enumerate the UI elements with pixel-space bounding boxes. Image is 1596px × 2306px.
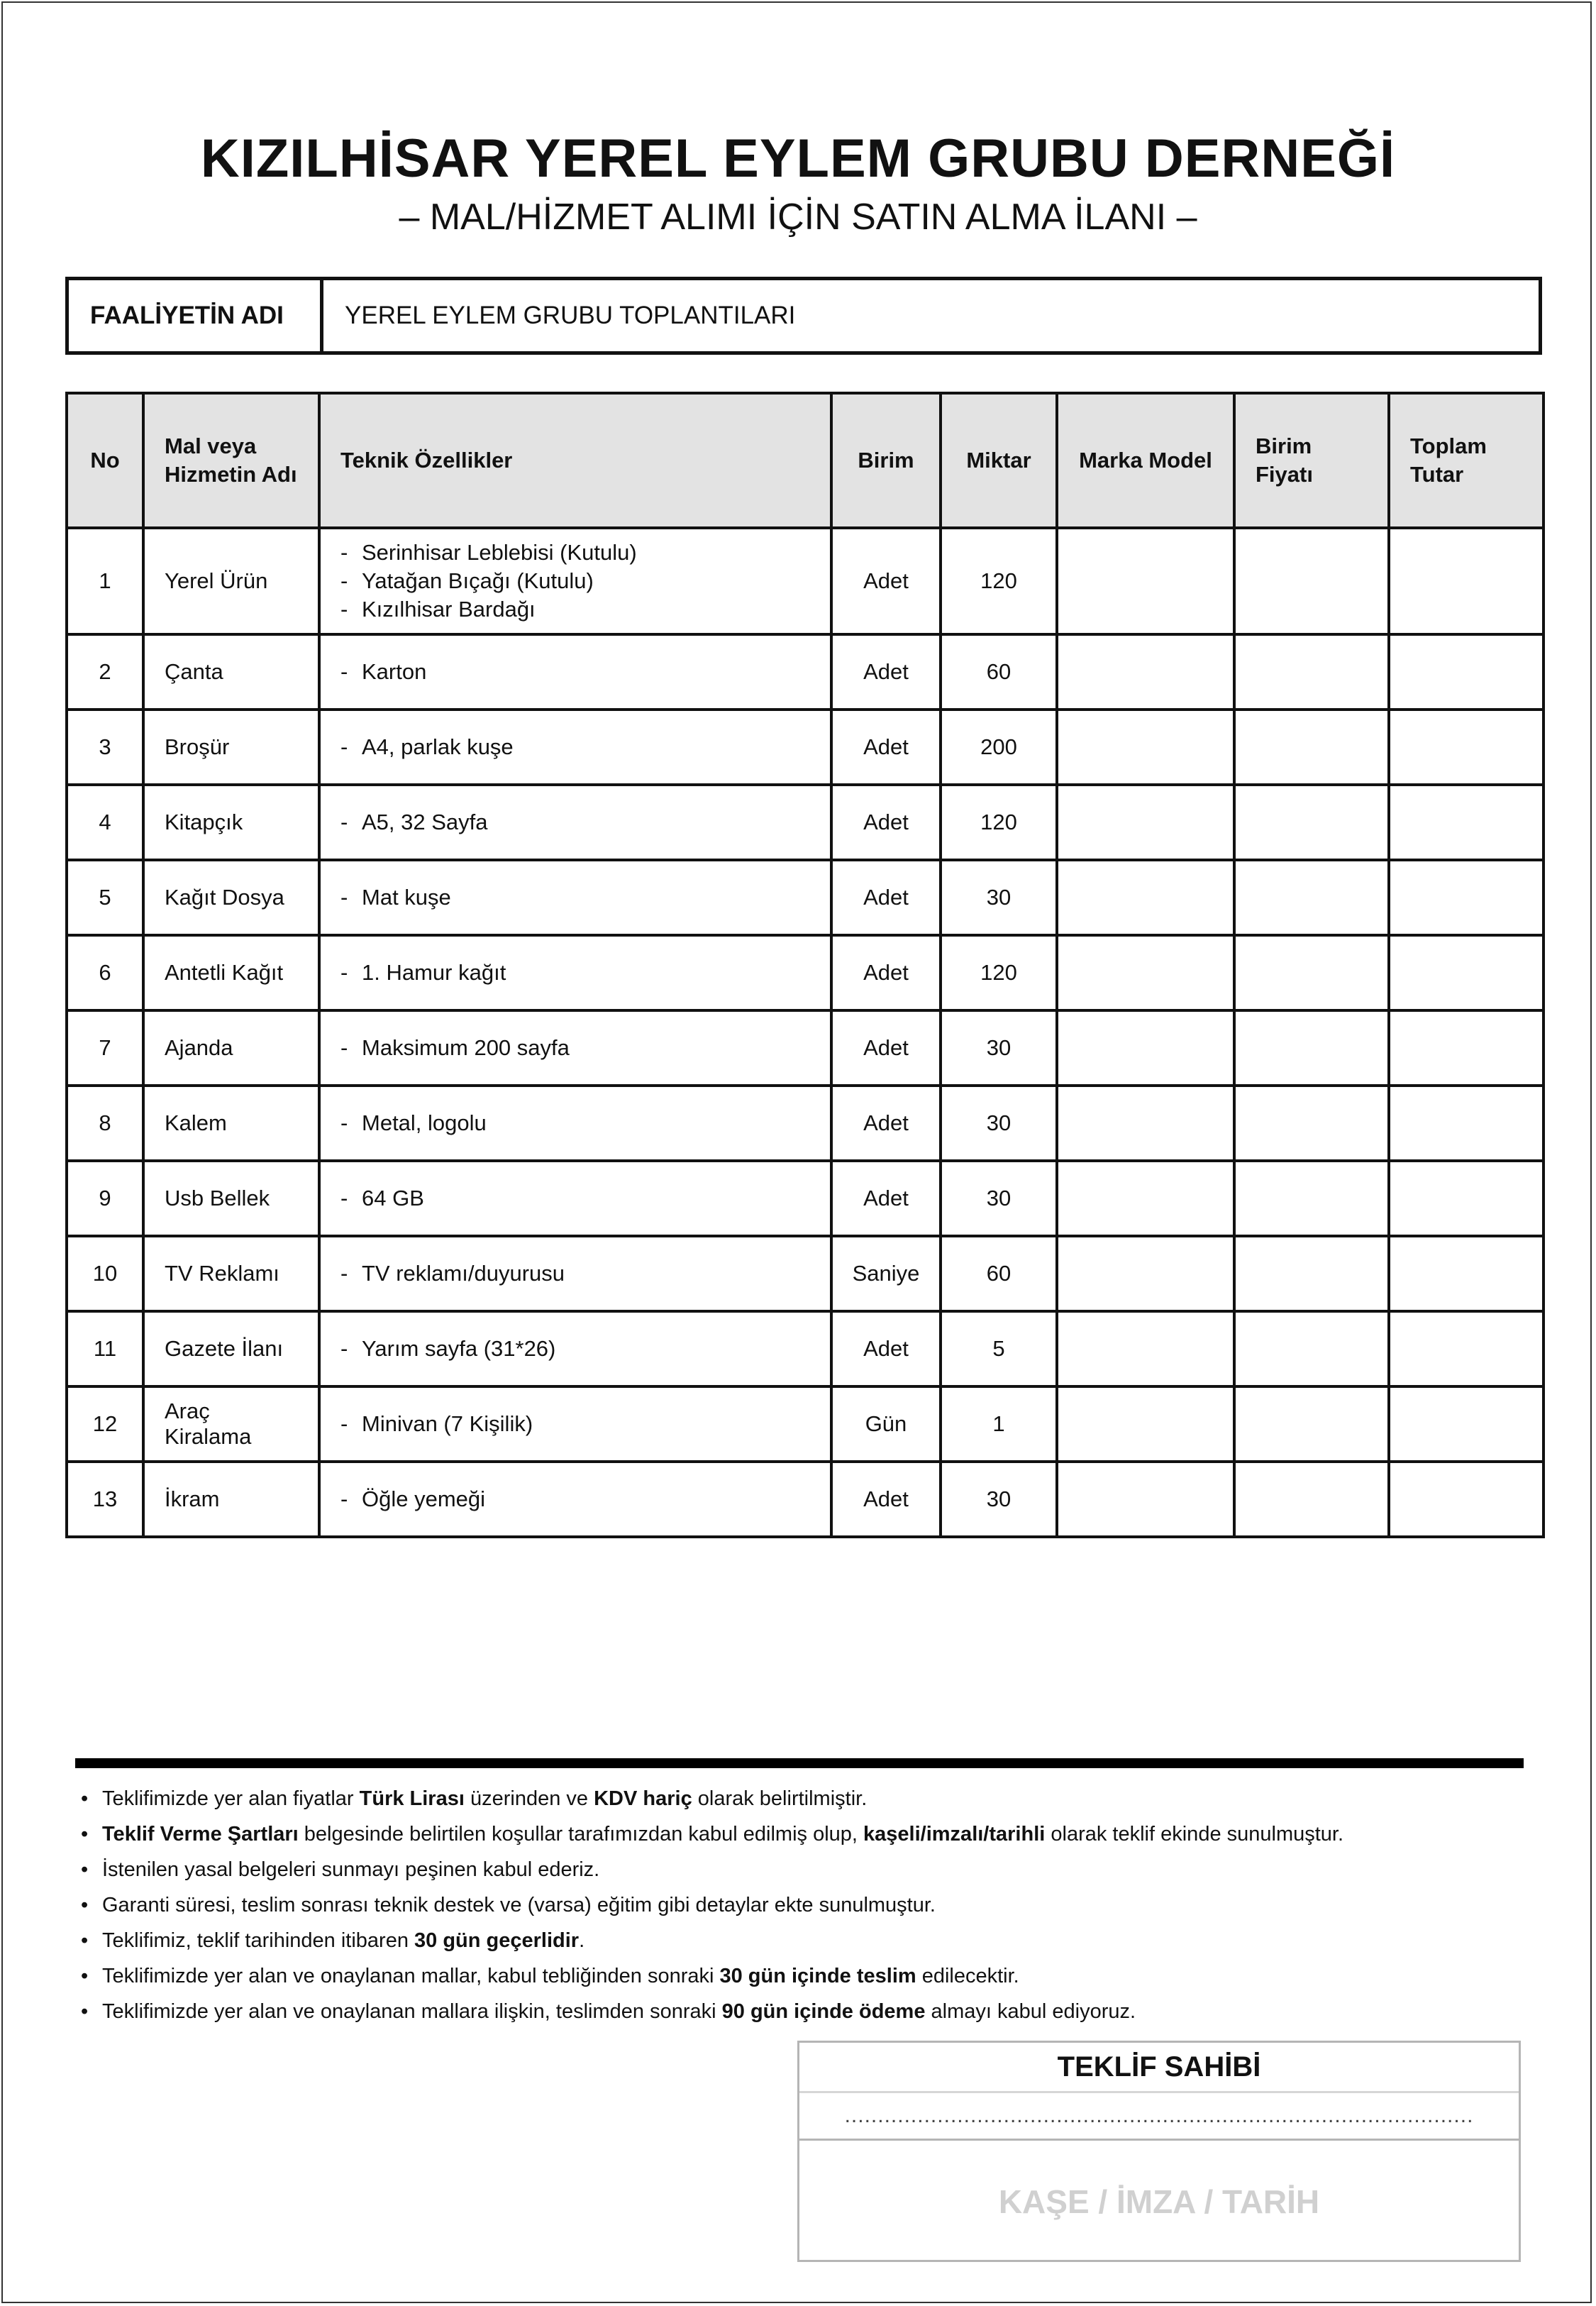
cell-no: 1 — [67, 528, 143, 634]
terms-emphasis: 30 gün içinde teslim — [719, 1965, 916, 1987]
cell-no: 7 — [67, 1010, 143, 1086]
cell-brand-model — [1057, 1386, 1234, 1462]
spec-text: TV reklamı/duyurusu — [362, 1261, 565, 1286]
cell-total — [1389, 710, 1544, 785]
spec-text: 64 GB — [362, 1186, 424, 1210]
spec-line: - Mat kuşe — [340, 885, 451, 910]
cell-total — [1389, 785, 1544, 860]
terms-emphasis: kaşeli/imzalı/tarihli — [863, 1823, 1046, 1846]
terms-text: olarak teklif ekinde sunulmuştur. — [1045, 1823, 1344, 1846]
section-divider — [75, 1758, 1524, 1768]
table-row — [67, 1086, 1544, 1161]
table-row — [67, 935, 1544, 1010]
terms-item — [78, 1958, 1539, 1994]
cell-no: 11 — [67, 1311, 143, 1386]
cell-quantity: 30 — [941, 1010, 1057, 1086]
header-total-line1: Toplam — [1410, 433, 1487, 458]
header-unit-price — [1234, 393, 1389, 528]
cell-unit: Adet — [831, 1311, 941, 1386]
cell-quantity: 120 — [941, 528, 1057, 634]
terms-text: Teklifimizde yer alan ve onaylanan mallar, kabul tebliğinden sonraki — [102, 1965, 720, 1987]
cell-total — [1389, 1311, 1544, 1386]
header-quantity: Miktar — [941, 393, 1057, 528]
spec-line: - 64 GB — [340, 1186, 424, 1210]
signature-box — [797, 2041, 1521, 2262]
activity-value: YEREL EYLEM GRUBU TOPLANTILARI — [322, 279, 1541, 353]
table-row — [67, 710, 1544, 785]
terms-text: üzerinden ve — [464, 1787, 594, 1810]
terms-text: . — [579, 1929, 585, 1952]
terms-list — [78, 1781, 1539, 2029]
cell-item-name: Antetli Kağıt — [143, 935, 319, 1010]
cell-item-name: Yerel Ürün — [143, 528, 319, 634]
cell-quantity: 1 — [941, 1386, 1057, 1462]
terms-item — [78, 1852, 1539, 1887]
activity-info-table — [65, 277, 1542, 355]
cell-unit: Adet — [831, 935, 941, 1010]
cell-specs — [319, 1161, 831, 1236]
terms-emphasis: Türk Lirası — [359, 1787, 465, 1810]
terms-item — [78, 1887, 1539, 1923]
terms-item — [78, 1816, 1539, 1852]
terms-emphasis: Teklif Verme Şartları — [102, 1823, 299, 1846]
cell-no: 6 — [67, 935, 143, 1010]
spec-text: A5, 32 Sayfa — [362, 810, 488, 834]
terms-text: olarak belirtilmiştir. — [692, 1787, 868, 1810]
terms-text: İstenilen yasal belgeleri sunmayı peşinen kabul ederiz. — [102, 1858, 600, 1881]
cell-quantity: 30 — [941, 1462, 1057, 1537]
cell-no: 9 — [67, 1161, 143, 1236]
table-row — [67, 785, 1544, 860]
cell-total — [1389, 1236, 1544, 1311]
spec-line: - 1. Hamur kağıt — [340, 960, 506, 985]
cell-quantity: 60 — [941, 634, 1057, 710]
spec-line: - TV reklamı/duyurusu — [340, 1261, 565, 1286]
table-row — [67, 1386, 1544, 1462]
spec-line: - Metal, logolu — [340, 1110, 487, 1135]
cell-unit-price — [1234, 785, 1389, 860]
spec-text: Maksimum 200 sayfa — [362, 1035, 570, 1060]
document-subtitle: – MAL/HİZMET ALIMI İÇİN SATIN ALMA İLANI – — [399, 197, 1197, 238]
cell-item-name: Çanta — [143, 634, 319, 710]
spec-text: A4, parlak kuşe — [362, 734, 514, 759]
header-unit-price-line1: Birim — [1256, 433, 1312, 458]
header-item-name-line2: Hizmetin Adı — [165, 462, 297, 487]
signature-name-line: ............................................................................................... — [799, 2093, 1519, 2141]
cell-unit-price — [1234, 1010, 1389, 1086]
spec-text: Yatağan Bıçağı (Kutulu) — [362, 568, 594, 593]
cell-brand-model — [1057, 1311, 1234, 1386]
cell-unit-price — [1234, 860, 1389, 935]
cell-total — [1389, 1010, 1544, 1086]
table-row — [67, 1236, 1544, 1311]
header-item-name — [143, 393, 319, 528]
cell-item-name: Kalem — [143, 1086, 319, 1161]
cell-unit: Adet — [831, 785, 941, 860]
terms-text: Garanti süresi, teslim sonrası teknik destek ve (varsa) eğitim gibi detaylar ekte sunulmuştur. — [102, 1894, 936, 1916]
spec-line: - Maksimum 200 sayfa — [340, 1035, 570, 1060]
signature-title: TEKLİF SAHİBİ — [799, 2043, 1519, 2093]
terms-text: belgesinde belirtilen koşullar tarafımızdan kabul edilmiş olup, — [298, 1823, 864, 1846]
header-no: No — [67, 393, 143, 528]
header-unit: Birim — [831, 393, 941, 528]
terms-emphasis: KDV hariç — [594, 1787, 692, 1810]
cell-brand-model — [1057, 1462, 1234, 1537]
cell-unit-price — [1234, 1086, 1389, 1161]
cell-total — [1389, 1386, 1544, 1462]
cell-no: 4 — [67, 785, 143, 860]
table-row — [67, 1462, 1544, 1537]
cell-unit: Adet — [831, 528, 941, 634]
cell-total — [1389, 634, 1544, 710]
table-row — [67, 860, 1544, 935]
cell-specs — [319, 1462, 831, 1537]
spec-text: Serinhisar Leblebisi (Kutulu) — [362, 540, 637, 565]
cell-item-name: TV Reklamı — [143, 1236, 319, 1311]
cell-quantity: 200 — [941, 710, 1057, 785]
cell-quantity: 30 — [941, 1161, 1057, 1236]
spec-line: - Yarım sayfa (31*26) — [340, 1336, 556, 1361]
terms-item — [78, 1994, 1539, 2029]
cell-specs — [319, 935, 831, 1010]
cell-unit-price — [1234, 1386, 1389, 1462]
cell-no: 10 — [67, 1236, 143, 1311]
cell-unit: Saniye — [831, 1236, 941, 1311]
spec-text: Karton — [362, 659, 427, 684]
header-item-name-line1: Mal veya — [165, 433, 257, 458]
cell-total — [1389, 860, 1544, 935]
activity-label: FAALİYETİN ADI — [67, 279, 322, 353]
cell-brand-model — [1057, 935, 1234, 1010]
cell-brand-model — [1057, 1161, 1234, 1236]
cell-specs — [319, 785, 831, 860]
terms-item — [78, 1781, 1539, 1816]
cell-unit-price — [1234, 1462, 1389, 1537]
stamp-signature-date-placeholder: KAŞE / İMZA / TARİH — [998, 2183, 1320, 2220]
cell-quantity: 30 — [941, 1086, 1057, 1161]
cell-unit-price — [1234, 528, 1389, 634]
cell-unit-price — [1234, 935, 1389, 1010]
table-row — [67, 1161, 1544, 1236]
spec-line: - Karton — [340, 659, 427, 684]
terms-item — [78, 1923, 1539, 1958]
cell-unit: Adet — [831, 1010, 941, 1086]
cell-item-name: Ajanda — [143, 1010, 319, 1086]
spec-line: - A5, 32 Sayfa — [340, 810, 488, 834]
cell-specs — [319, 860, 831, 935]
cell-quantity: 120 — [941, 935, 1057, 1010]
cell-specs — [319, 1010, 831, 1086]
cell-specs — [319, 1311, 831, 1386]
cell-item-name: Usb Bellek — [143, 1161, 319, 1236]
spec-line: - Kızılhisar Bardağı — [340, 597, 536, 622]
cell-unit: Adet — [831, 710, 941, 785]
cell-unit: Adet — [831, 1462, 941, 1537]
cell-quantity: 30 — [941, 860, 1057, 935]
cell-specs — [319, 1236, 831, 1311]
header-unit-price-line2: Fiyatı — [1256, 462, 1313, 487]
cell-quantity: 5 — [941, 1311, 1057, 1386]
table-row — [67, 528, 1544, 634]
table-row — [67, 1010, 1544, 1086]
cell-unit: Adet — [831, 1161, 941, 1236]
cell-quantity: 120 — [941, 785, 1057, 860]
spec-line: - Minivan (7 Kişilik) — [340, 1411, 533, 1436]
spec-line: - Yatağan Bıçağı (Kutulu) — [340, 568, 594, 593]
spec-line: - A4, parlak kuşe — [340, 734, 514, 759]
cell-unit: Adet — [831, 634, 941, 710]
spec-text: Kızılhisar Bardağı — [362, 597, 536, 622]
terms-text: edilecektir. — [916, 1965, 1019, 1987]
cell-no: 8 — [67, 1086, 143, 1161]
cell-item-name: Kitapçık — [143, 785, 319, 860]
cell-quantity: 60 — [941, 1236, 1057, 1311]
spec-text: 1. Hamur kağıt — [362, 960, 506, 985]
cell-total — [1389, 1462, 1544, 1537]
cell-total — [1389, 1086, 1544, 1161]
cell-no: 12 — [67, 1386, 143, 1462]
cell-brand-model — [1057, 1010, 1234, 1086]
cell-specs — [319, 634, 831, 710]
terms-emphasis: 90 gün içinde ödeme — [721, 2000, 926, 2023]
cell-unit: Gün — [831, 1386, 941, 1462]
cell-item-name: Araç Kiralama — [143, 1386, 319, 1462]
cell-no: 3 — [67, 710, 143, 785]
cell-item-name: İkram — [143, 1462, 319, 1537]
spec-text: Minivan (7 Kişilik) — [362, 1411, 533, 1436]
cell-unit-price — [1234, 1311, 1389, 1386]
cell-item-name: Broşür — [143, 710, 319, 785]
cell-total — [1389, 528, 1544, 634]
table-row — [67, 634, 1544, 710]
spec-text: Mat kuşe — [362, 885, 451, 910]
cell-unit: Adet — [831, 860, 941, 935]
spec-line: - Öğle yemeği — [340, 1486, 486, 1511]
cell-brand-model — [1057, 1236, 1234, 1311]
spec-text: Öğle yemeği — [362, 1486, 486, 1511]
header-brand-model: Marka Model — [1057, 393, 1234, 528]
cell-specs — [319, 1386, 831, 1462]
cell-total — [1389, 1161, 1544, 1236]
cell-brand-model — [1057, 634, 1234, 710]
cell-no: 13 — [67, 1462, 143, 1537]
table-row — [67, 1311, 1544, 1386]
document-title: KIZILHİSAR YEREL EYLEM GRUBU DERNEĞİ — [200, 128, 1396, 189]
cell-brand-model — [1057, 1086, 1234, 1161]
cell-unit-price — [1234, 1161, 1389, 1236]
cell-no: 5 — [67, 860, 143, 935]
cell-specs — [319, 710, 831, 785]
header-total — [1389, 393, 1544, 528]
cell-brand-model — [1057, 528, 1234, 634]
cell-unit-price — [1234, 710, 1389, 785]
cell-item-name: Kağıt Dosya — [143, 860, 319, 935]
cell-brand-model — [1057, 860, 1234, 935]
cell-total — [1389, 935, 1544, 1010]
cell-unit-price — [1234, 1236, 1389, 1311]
items-table-body — [67, 528, 1544, 1537]
cell-unit-price — [1234, 634, 1389, 710]
table-header-row — [67, 393, 1544, 528]
cell-no: 2 — [67, 634, 143, 710]
cell-specs — [319, 528, 831, 634]
cell-specs — [319, 1086, 831, 1161]
cell-unit: Adet — [831, 1086, 941, 1161]
header-specs: Teknik Özellikler — [319, 393, 831, 528]
terms-text: Teklifimizde yer alan fiyatlar — [102, 1787, 360, 1810]
spec-line: - Serinhisar Leblebisi (Kutulu) — [340, 540, 637, 565]
spec-text: Yarım sayfa (31*26) — [362, 1336, 556, 1361]
terms-text: Teklifimizde yer alan ve onaylanan mallara ilişkin, teslimden sonraki — [102, 2000, 722, 2023]
terms-text: almayı kabul ediyoruz. — [925, 2000, 1136, 2023]
terms-text: Teklifimiz, teklif tarihinden itibaren — [102, 1929, 415, 1952]
items-table — [65, 392, 1545, 1538]
cell-item-name: Gazete İlanı — [143, 1311, 319, 1386]
header-total-line2: Tutar — [1410, 462, 1464, 487]
terms-emphasis: 30 gün geçerlidir — [414, 1929, 580, 1952]
spec-text: Metal, logolu — [362, 1110, 487, 1135]
cell-brand-model — [1057, 710, 1234, 785]
cell-brand-model — [1057, 785, 1234, 860]
